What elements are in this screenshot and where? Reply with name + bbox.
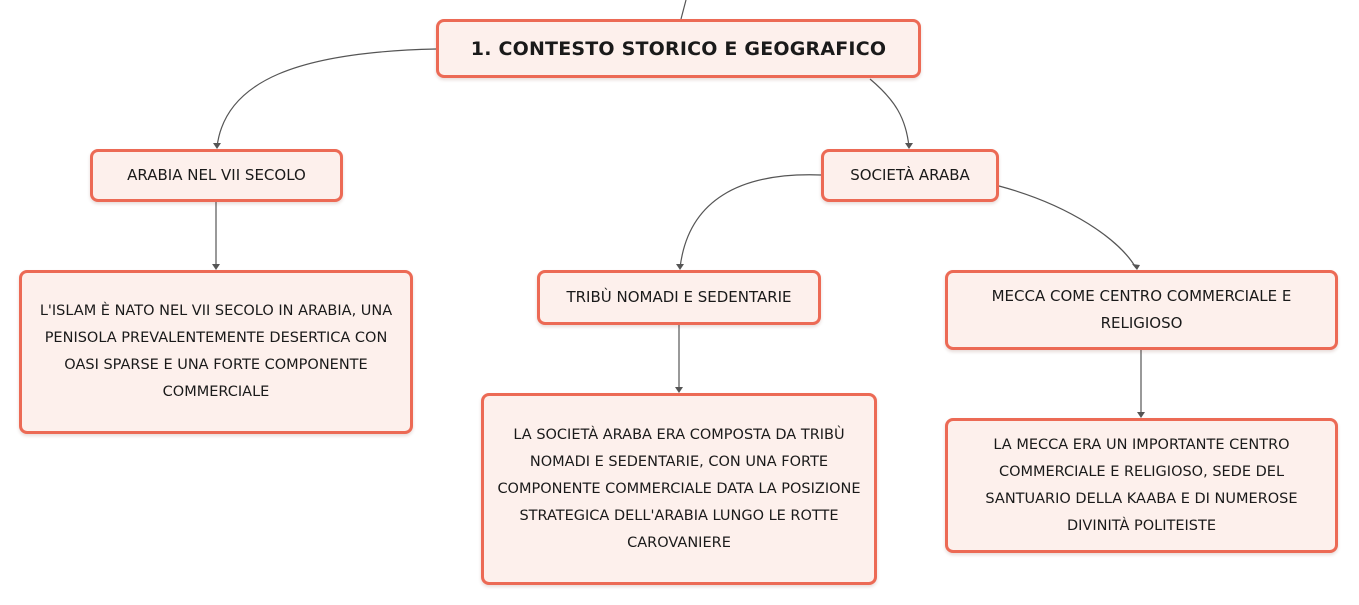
detail-node-arabia[interactable]: [19, 270, 413, 434]
root-node-label: 1. CONTESTO STORICO E GEOGRAFICO: [470, 37, 887, 60]
detail-node-tribu-text: LA SOCIETÀ ARABA ERA COMPOSTA DA TRIBÙ NOMADI E SEDENTARIE, CON UNA FORTE COMPONENTE COMMERCIALE DATA LA POSIZIONE STRATEGICA DELL'ARABIA LUNGO LE ROTTE CAROVANIERE: [497, 426, 861, 551]
topic-node-societa[interactable]: [821, 149, 999, 202]
topic-node-mecca-label: MECCA COME CENTRO COMMERCIALE E RELIGIOSO: [991, 287, 1292, 332]
connector-root-to-societa: [870, 79, 909, 147]
connector-societa-to-tribu: [680, 175, 821, 268]
topic-node-arabia-label: ARABIA NEL VII SECOLO: [127, 166, 306, 184]
detail-node-mecca[interactable]: [945, 418, 1338, 553]
topic-node-mecca[interactable]: [945, 270, 1338, 350]
connector-root-to-arabia: [217, 49, 436, 147]
topic-node-arabia[interactable]: [90, 149, 343, 202]
detail-node-tribu[interactable]: [481, 393, 877, 585]
detail-node-arabia-text: L'ISLAM È NATO NEL VII SECOLO IN ARABIA, UNA PENISOLA PREVALENTEMENTE DESERTICA CON OASI SPARSE E UNA FORTE COMPONENTE COMMERCIALE: [39, 303, 393, 400]
detail-node-mecca-text: LA MECCA ERA UN IMPORTANTE CENTRO COMMERCIALE E RELIGIOSO, SEDE DEL SANTUARIO DELLA KAABA E DI NUMEROSE DIVINITÀ POLITEISTE: [985, 436, 1298, 534]
root-node[interactable]: [436, 19, 921, 78]
connector-societa-to-mecca: [999, 186, 1136, 268]
topic-node-tribu-label: TRIBÙ NOMADI E SEDENTARIE: [566, 288, 792, 306]
connector-parent-to-root: [681, 0, 686, 19]
topic-node-tribu[interactable]: [537, 270, 821, 325]
topic-node-societa-label: SOCIETÀ ARABA: [850, 166, 970, 184]
